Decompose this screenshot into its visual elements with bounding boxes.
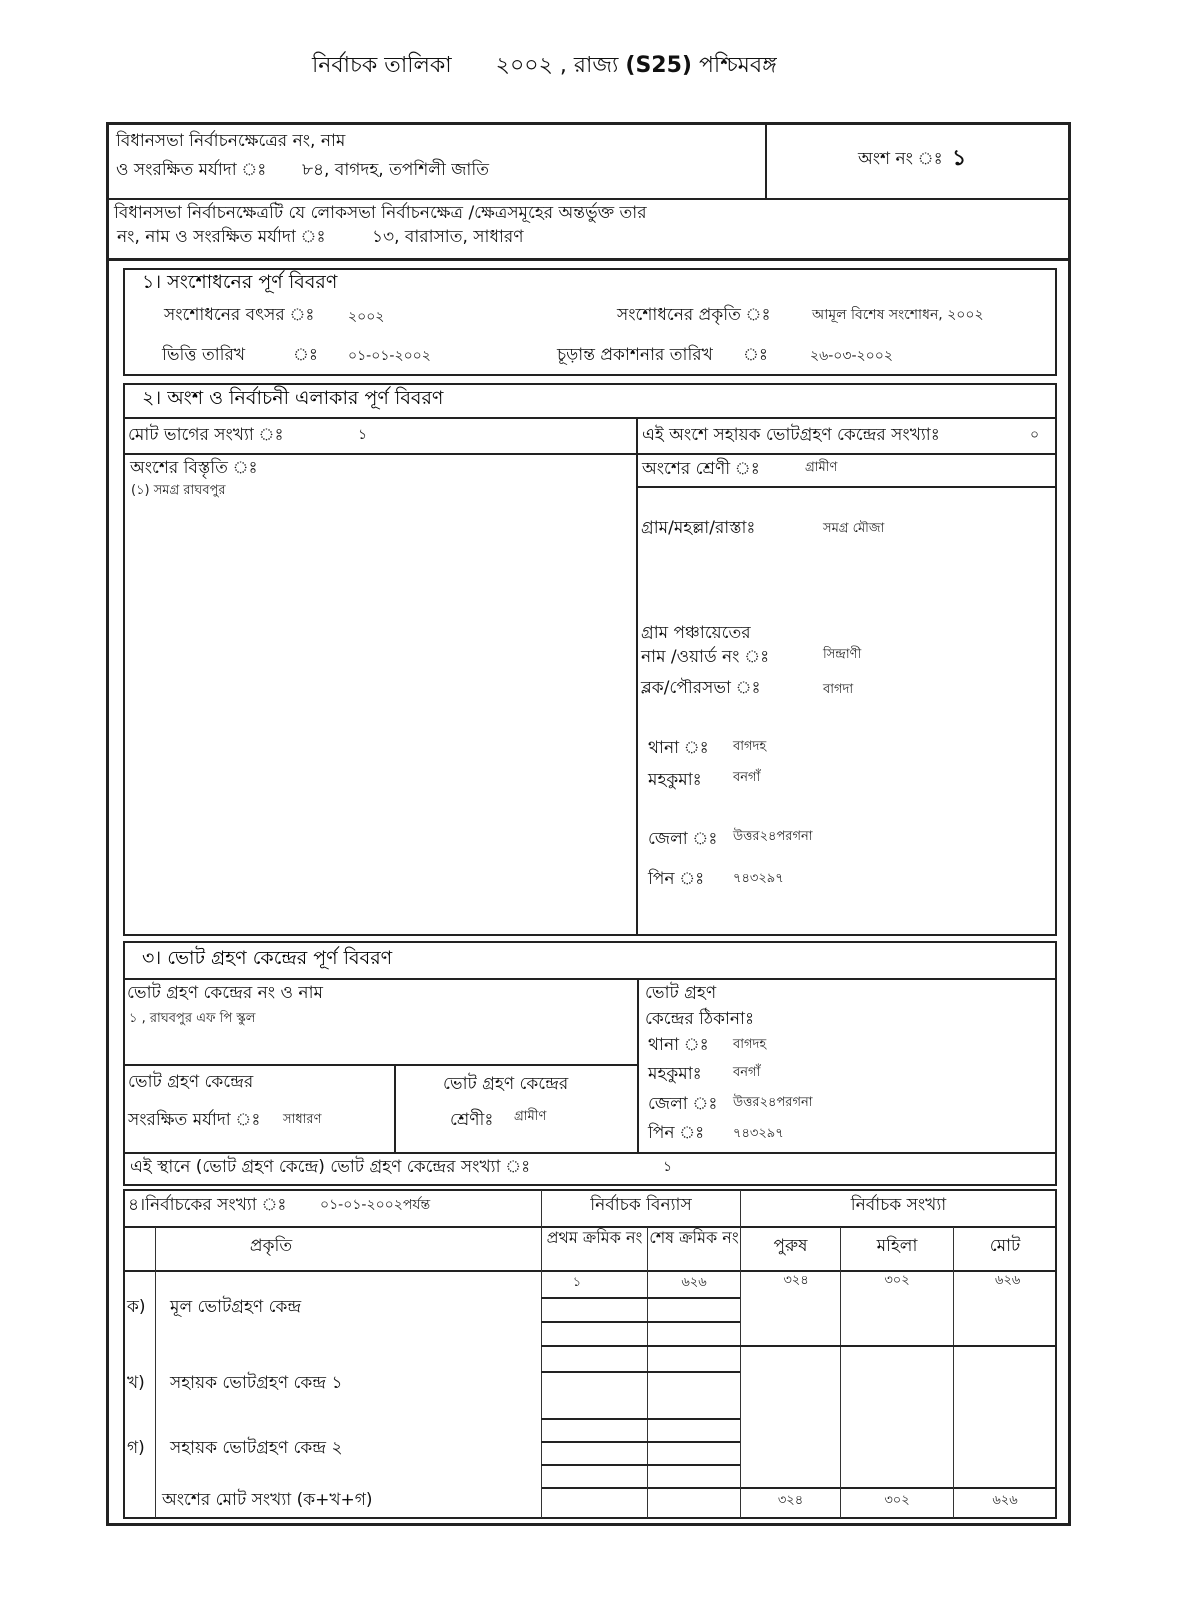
section1-heading: ১। সংশোধনের পূর্ণ বিবরণ (142, 271, 338, 293)
page-title (312, 54, 777, 78)
divider (124, 1064, 637, 1066)
row-female: ৩০২ (884, 1273, 910, 1288)
category-value: গ্রামীণ (805, 460, 838, 475)
as-on-value: ০১-০১-২০০২পর্যন্ত (320, 1197, 431, 1213)
pin-value: ৭৪৩২৯৭ (733, 871, 784, 886)
pc-label-line1: বিধানসভা নির্বাচনক্ষেত্রটি যে লোকসভা নির্বাচনক্ষেত্র /ক্ষেত্রসমূহের অন্তর্ভুক্ত তার (114, 203, 647, 223)
category-label: অংশের শ্রেণী ঃ (642, 459, 760, 479)
thana-label: থানা ঃ (648, 738, 709, 758)
divider (541, 1345, 1056, 1347)
extent-label: অংশের বিস্তৃতি ঃ (130, 458, 258, 478)
ps-type-label-line1: ভোট গ্রহণ কেন্দ্রের (443, 1074, 569, 1094)
roll-config-header: নির্বাচক বিন্যাস (590, 1195, 692, 1215)
col-male: পুরুষ (773, 1236, 808, 1256)
divider (124, 453, 1056, 455)
total-row-total: ৬২৬ (992, 1493, 1018, 1508)
district-value: উত্তর২৪পরগনা (733, 829, 813, 844)
divider (541, 1441, 740, 1443)
qualifying-date-value: ০১-০১-২০০২ (348, 348, 431, 364)
ps-type-label-line2: শ্রেণীঃ (450, 1110, 494, 1130)
ps-type-value: গ্রামীণ (514, 1109, 547, 1124)
ps-name-label: ভোট গ্রহণ কেন্দ্রের নং ও নাম (127, 983, 323, 1003)
section3-heading: ৩। ভোট গ্রহণ কেন্দ্রের পূর্ণ বিবরণ (142, 947, 393, 969)
ps-reservation-label-line2: সংরক্ষিত মর্যাদা ঃ (128, 1110, 261, 1130)
row-last-serial: ৬২৬ (681, 1275, 707, 1290)
row-mark: গ) (127, 1438, 145, 1458)
divider (541, 1321, 740, 1323)
gp-value: সিন্দ্রাণী (823, 647, 862, 662)
pc-value: ১৩, বারাসাত, সাধারণ (372, 227, 524, 247)
title-state-label: , রাজ্য (559, 53, 619, 78)
divider (541, 1464, 740, 1466)
total-row-label: অংশের মোট সংখ্যা (ক+খ+গ) (162, 1490, 373, 1510)
total-sections-label: মোট ভাগের সংখ্যা ঃ (128, 425, 284, 445)
row-total: ৬২৬ (995, 1273, 1021, 1288)
qualifying-date-colon: ঃ (293, 345, 318, 365)
total-sections-value: ১ (358, 427, 368, 443)
ps-reservation-label-line1: ভোট গ্রহণ কেন্দ্রের (128, 1072, 254, 1092)
divider (124, 978, 1056, 980)
revision-type-value: আমূল বিশেষ সংশোধন, ২০০২ (812, 307, 984, 323)
gp-label-line1: গ্রাম পঞ্চায়েতের (641, 623, 751, 643)
ps-name-value: ১ , রাঘবপুর এফ পি স্কুল (129, 1011, 256, 1026)
col-first-serial: প্রথম ক্রমিক নং (546, 1228, 643, 1247)
subdiv-label: মহকুমাঃ (648, 770, 702, 790)
row-label: সহায়ক ভোটগ্রহণ কেন্দ্র ১ (170, 1373, 343, 1393)
section4-heading: ৪।নির্বাচকের সংখ্যা ঃ (128, 1195, 287, 1215)
block-label: ব্লক/পৌরসভা ঃ (641, 678, 761, 698)
divider (765, 124, 767, 198)
divider (124, 1270, 1056, 1272)
row-label: মূল ভোটগ্রহণ কেন্দ্র (170, 1297, 302, 1317)
total-row-female: ৩০২ (884, 1493, 910, 1508)
total-row-male: ৩২৪ (777, 1493, 804, 1508)
village-value: সমগ্র মৌজা (823, 521, 885, 536)
ps-count-value: ১ (663, 1159, 673, 1175)
subdiv-value: বনগাঁ (733, 770, 761, 785)
divider (108, 198, 1069, 200)
ps-count-label: এই স্থানে (ভোট গ্রহণ কেন্দ্রে) ভোট গ্রহণ কেন্দ্রের সংখ্যা ঃ (130, 1157, 531, 1177)
final-pub-colon: ঃ (743, 345, 768, 365)
ps-district-label: জেলা ঃ (648, 1094, 718, 1114)
divider (541, 1371, 740, 1373)
col-female: মহিলা (876, 1236, 918, 1256)
part-no-value: ১ (952, 146, 967, 171)
divider (637, 979, 639, 1152)
divider (394, 1065, 396, 1152)
district-label: জেলা ঃ (648, 829, 718, 849)
section2-heading: ২। অংশ ও নির্বাচনী এলাকার পূর্ণ বিবরণ (142, 387, 444, 409)
block-value: বাগদা (823, 682, 854, 697)
divider (155, 1227, 156, 1518)
ac-label-line1: বিধানসভা নির্বাচনক্ষেত্রের নং, নাম (116, 131, 346, 151)
row-mark: খ) (127, 1373, 145, 1393)
col-total: মোট (989, 1236, 1021, 1256)
part-no-label: অংশ নং ঃ (858, 149, 943, 169)
title-state-code: (S25) (625, 53, 692, 78)
elector-count-header: নির্বাচক সংখ্যা (850, 1195, 947, 1215)
village-label: গ্রাম/মহল্লা/রাস্তাঃ (641, 518, 756, 538)
row-first-serial: ১ (572, 1275, 582, 1290)
pin-label: পিন ঃ (648, 869, 705, 889)
divider (541, 1297, 740, 1299)
row-label: সহায়ক ভোটগ্রহণ কেন্দ্র ২ (170, 1438, 343, 1458)
aux-stations-value: ০ (1030, 427, 1040, 443)
title-prefix: নির্বাচক তালিকা (312, 53, 452, 78)
section2-box (123, 383, 1057, 936)
ps-subdiv-value: বনগাঁ (733, 1065, 761, 1080)
ps-pin-value: ৭৪৩২৯৭ (733, 1126, 784, 1141)
final-pub-value: ২৬-০৩-২০০২ (810, 348, 893, 364)
ps-address-label-line1: ভোট গ্রহণ (645, 983, 717, 1003)
qualifying-date-label: ভিত্তি তারিখ (162, 345, 246, 365)
title-state-name: পশ্চিমবঙ্গ (698, 53, 777, 78)
final-pub-label: চূড়ান্ত প্রকাশনার তারিখ (557, 345, 713, 365)
ac-label-line2: ও সংরক্ষিত মর্যাদা ঃ (116, 160, 267, 180)
revision-year-label: সংশোধনের বৎসর ঃ (164, 305, 315, 325)
extent-item: (১) সমগ্র রাঘবপুর (131, 483, 226, 498)
title-year: ২০০২ (495, 53, 553, 78)
divider (124, 1152, 1056, 1154)
ps-reservation-value: সাধারণ (283, 1112, 322, 1127)
divider (124, 417, 1056, 419)
ps-thana-value: বাগদহ (733, 1037, 767, 1052)
revision-type-label: সংশোধনের প্রকৃতি ঃ (617, 305, 771, 325)
divider (541, 1487, 1056, 1489)
ps-address-label-line2: কেন্দ্রের ঠিকানাঃ (645, 1009, 755, 1029)
col-nature: প্রকৃতি (249, 1236, 293, 1256)
divider (840, 1227, 841, 1518)
pc-label-line2: নং, নাম ও সংরক্ষিত মর্যাদা ঃ (117, 227, 326, 247)
divider (953, 1227, 954, 1518)
row-male: ৩২৪ (783, 1273, 809, 1288)
gp-label-line2: নাম /ওয়ার্ড নং ঃ (641, 647, 770, 667)
divider (637, 486, 1056, 488)
col-last-serial: শেষ ক্রমিক নং (649, 1228, 739, 1247)
ac-value: ৮৪, বাগদহ, তপশিলী জাতি (302, 160, 489, 180)
ps-subdiv-label: মহকুমাঃ (648, 1064, 702, 1084)
row-mark: ক) (127, 1297, 146, 1317)
ps-district-value: উত্তর২৪পরগনা (733, 1095, 813, 1110)
ps-pin-label: পিন ঃ (648, 1123, 705, 1143)
aux-stations-label: এই অংশে সহায়ক ভোটগ্রহণ কেন্দ্রের সংখ্যাঃ (642, 425, 940, 445)
revision-year-value: ২০০২ (348, 309, 385, 325)
divider (108, 258, 1069, 261)
thana-value: বাগদহ (733, 739, 767, 754)
divider (636, 418, 638, 935)
divider (541, 1418, 740, 1420)
ps-thana-label: থানা ঃ (648, 1035, 709, 1055)
